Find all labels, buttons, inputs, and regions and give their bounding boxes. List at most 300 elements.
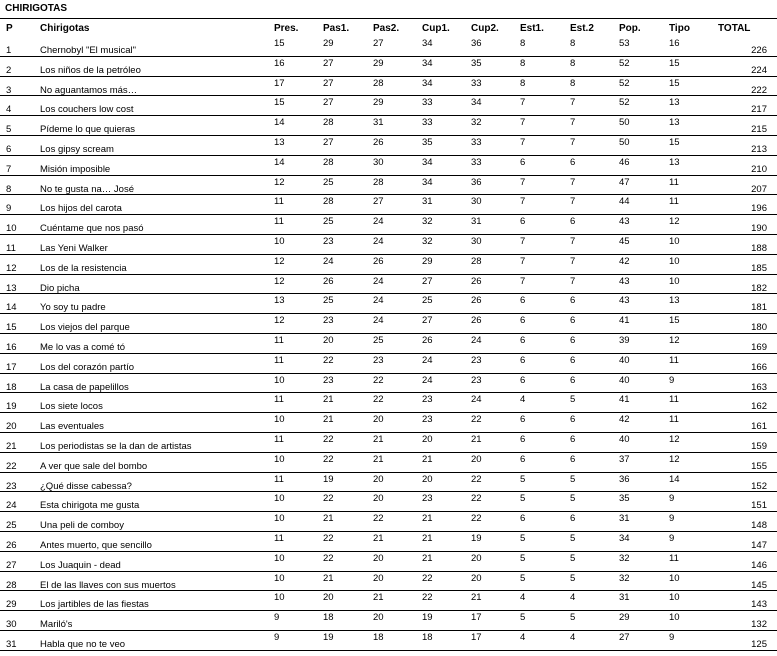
cell-est2: 8 — [570, 38, 576, 49]
cell-cup2: 24 — [471, 394, 482, 406]
cell-total: 181 — [751, 302, 767, 314]
cell-pas1: 28 — [323, 156, 334, 168]
cell-est2: 6 — [570, 414, 576, 426]
cell-total: 169 — [751, 342, 767, 353]
cell-pas1: 25 — [323, 216, 334, 228]
cell-chirigota: Los de la resistencia — [40, 262, 127, 274]
cell-pres: 12 — [274, 275, 285, 287]
cell-total: 145 — [751, 579, 767, 591]
cell-pas1: 28 — [323, 196, 334, 208]
cell-p: 6 — [6, 144, 12, 155]
cell-pop: 32 — [619, 572, 630, 584]
cell-est1: 7 — [520, 176, 526, 188]
cell-est2: 6 — [570, 513, 576, 525]
cell-pas2: 20 — [373, 493, 384, 505]
cell-est2: 6 — [570, 354, 576, 366]
cell-chirigota: La casa de papelillos — [40, 381, 129, 393]
cell-total: 185 — [751, 262, 767, 274]
page-title: CHIRIGOTAS — [5, 3, 68, 14]
cell-pop: 44 — [619, 196, 630, 208]
cell-cup2: 21 — [471, 434, 482, 445]
cell-pop: 40 — [619, 354, 630, 366]
table-row — [0, 333, 777, 354]
cell-tipo: 15 — [669, 315, 680, 327]
cell-chirigota: Pídeme lo que quieras — [40, 124, 136, 136]
cell-tipo: 12 — [669, 453, 680, 465]
cell-pas1: 27 — [323, 137, 334, 148]
cell-est1: 7 — [520, 97, 526, 109]
table-row — [0, 115, 777, 136]
cell-cup2: 20 — [471, 552, 482, 564]
cell-pas2: 22 — [373, 374, 384, 386]
cell-est2: 6 — [570, 156, 576, 168]
cell-est1: 7 — [520, 236, 526, 247]
cell-est2: 6 — [570, 453, 576, 465]
cell-pres: 10 — [274, 493, 285, 505]
cell-total: 163 — [751, 381, 767, 393]
cell-pas2: 21 — [373, 533, 384, 544]
cell-est1: 7 — [520, 137, 526, 148]
cell-p: 15 — [6, 322, 17, 334]
cell-pres: 13 — [274, 137, 285, 148]
table-row — [0, 630, 777, 651]
cell-pop: 43 — [619, 295, 630, 307]
cell-cup2: 26 — [471, 295, 482, 307]
cell-pop: 32 — [619, 552, 630, 564]
cell-pop: 40 — [619, 374, 630, 386]
cell-pas2: 31 — [373, 117, 384, 129]
cell-cup1: 32 — [422, 216, 433, 228]
header-pas1: Pas1. — [323, 23, 350, 34]
table-row — [0, 353, 777, 374]
cell-chirigota: Esta chirigota me gusta — [40, 500, 140, 512]
cell-pres: 15 — [274, 38, 285, 49]
cell-pop: 52 — [619, 77, 630, 89]
cell-tipo: 10 — [669, 236, 680, 247]
cell-chirigota: Una peli de comboy — [40, 520, 124, 532]
cell-pop: 52 — [619, 57, 630, 69]
cell-pop: 43 — [619, 216, 630, 228]
cell-pas1: 19 — [323, 632, 334, 643]
cell-chirigota: No aguantamos más… — [40, 84, 138, 96]
cell-p: 26 — [6, 540, 17, 551]
cell-total: 147 — [751, 540, 767, 551]
cell-est1: 5 — [520, 493, 526, 505]
cell-tipo: 15 — [669, 137, 680, 148]
cell-chirigota: El de las llaves con sus muertos — [40, 579, 176, 591]
cell-pas2: 28 — [373, 176, 384, 188]
cell-est2: 5 — [570, 612, 576, 624]
cell-est1: 6 — [520, 374, 526, 386]
cell-est1: 6 — [520, 295, 526, 307]
cell-total: 166 — [751, 361, 767, 373]
cell-est2: 7 — [570, 117, 576, 129]
cell-p: 22 — [6, 460, 17, 472]
cell-cup1: 25 — [422, 295, 433, 307]
cell-cup1: 27 — [422, 275, 433, 287]
cell-total: 215 — [751, 124, 767, 136]
cell-est2: 7 — [570, 275, 576, 287]
cell-cup1: 27 — [422, 315, 433, 327]
cell-p: 7 — [6, 163, 12, 175]
cell-pop: 47 — [619, 176, 630, 188]
cell-total: 151 — [751, 500, 767, 512]
cell-pas1: 24 — [323, 255, 334, 267]
cell-p: 28 — [6, 579, 17, 591]
cell-pres: 10 — [274, 552, 285, 564]
cell-pres: 10 — [274, 592, 285, 604]
cell-pas2: 24 — [373, 216, 384, 228]
cell-tipo: 16 — [669, 38, 680, 49]
cell-total: 143 — [751, 599, 767, 611]
cell-cup1: 29 — [422, 255, 433, 267]
cell-pop: 43 — [619, 275, 630, 287]
cell-chirigota: Me lo vas a comé tó — [40, 342, 126, 353]
cell-pres: 11 — [274, 434, 284, 445]
cell-pres: 12 — [274, 315, 285, 327]
cell-pas2: 20 — [373, 572, 384, 584]
cell-total: 132 — [751, 619, 767, 631]
cell-total: 217 — [751, 104, 767, 116]
cell-tipo: 11 — [669, 196, 679, 208]
cell-est2: 7 — [570, 255, 576, 267]
cell-p: 19 — [6, 401, 17, 413]
cell-cup2: 21 — [471, 592, 482, 604]
cell-pres: 10 — [274, 414, 285, 426]
cell-cup1: 26 — [422, 335, 433, 346]
cell-pas2: 29 — [373, 97, 384, 109]
cell-cup1: 21 — [422, 453, 433, 465]
cell-p: 11 — [6, 243, 16, 254]
cell-pres: 11 — [274, 533, 284, 544]
cell-cup1: 34 — [422, 176, 433, 188]
cell-pas1: 27 — [323, 97, 334, 109]
cell-pres: 9 — [274, 632, 280, 643]
cell-total: 152 — [751, 480, 767, 492]
table-row — [0, 194, 777, 215]
cell-est1: 7 — [520, 255, 526, 267]
cell-pres: 14 — [274, 156, 285, 168]
cell-tipo: 10 — [669, 592, 680, 604]
cell-cup1: 21 — [422, 513, 433, 525]
cell-cup2: 26 — [471, 275, 482, 287]
cell-tipo: 11 — [669, 354, 679, 366]
cell-est1: 8 — [520, 77, 526, 89]
cell-p: 20 — [6, 421, 17, 433]
cell-pas2: 20 — [373, 552, 384, 564]
cell-pas2: 18 — [373, 632, 384, 643]
table-row — [0, 511, 777, 532]
cell-pas1: 22 — [323, 453, 334, 465]
cell-pas2: 24 — [373, 275, 384, 287]
cell-est1: 7 — [520, 117, 526, 129]
table-row — [0, 412, 777, 433]
cell-pas2: 21 — [373, 453, 384, 465]
cell-pas2: 26 — [373, 255, 384, 267]
cell-p: 23 — [6, 480, 17, 492]
cell-est2: 6 — [570, 434, 576, 445]
table-header — [0, 23, 777, 37]
cell-cup2: 32 — [471, 117, 482, 129]
cell-p: 17 — [6, 361, 17, 373]
cell-p: 8 — [6, 183, 12, 195]
cell-est2: 5 — [570, 473, 576, 485]
cell-est2: 6 — [570, 335, 576, 346]
cell-total: 210 — [751, 163, 767, 175]
cell-pop: 35 — [619, 493, 630, 505]
cell-est1: 7 — [520, 196, 526, 208]
cell-total: 125 — [751, 639, 767, 650]
cell-tipo: 14 — [669, 473, 680, 485]
header-pres: Pres. — [274, 23, 299, 34]
cell-total: 146 — [751, 559, 767, 571]
table-row — [0, 452, 777, 473]
cell-p: 10 — [6, 223, 17, 235]
table-row — [0, 293, 777, 314]
cell-total: 180 — [751, 322, 767, 334]
cell-pas1: 21 — [323, 414, 334, 426]
header-p: P — [6, 23, 13, 34]
cell-p: 4 — [6, 104, 12, 116]
cell-pas1: 20 — [323, 592, 334, 604]
cell-chirigota: Antes muerto, que sencillo — [40, 540, 152, 551]
cell-chirigota: Los gipsy scream — [40, 144, 114, 155]
cell-pas1: 21 — [323, 394, 334, 406]
cell-pas2: 22 — [373, 513, 384, 525]
cell-cup2: 23 — [471, 354, 482, 366]
cell-cup2: 33 — [471, 156, 482, 168]
cell-cup2: 22 — [471, 493, 482, 505]
table-row — [0, 274, 777, 295]
cell-tipo: 12 — [669, 216, 680, 228]
cell-cup1: 21 — [422, 533, 433, 544]
cell-est2: 7 — [570, 196, 576, 208]
cell-cup2: 19 — [471, 533, 482, 544]
cell-pres: 17 — [274, 77, 285, 89]
cell-chirigota: Los jartibles de las fiestas — [40, 599, 149, 611]
cell-p: 18 — [6, 381, 17, 393]
cell-cup1: 31 — [422, 196, 433, 208]
cell-tipo: 13 — [669, 97, 680, 109]
cell-tipo: 11 — [669, 552, 679, 564]
cell-pop: 34 — [619, 533, 630, 544]
cell-cup2: 28 — [471, 255, 482, 267]
cell-pas2: 20 — [373, 612, 384, 624]
cell-pas1: 23 — [323, 236, 334, 247]
cell-est1: 4 — [520, 632, 526, 643]
cell-chirigota: Los del corazón partío — [40, 361, 135, 373]
cell-tipo: 13 — [669, 156, 680, 168]
cell-pres: 10 — [274, 453, 285, 465]
cell-cup1: 33 — [422, 117, 433, 129]
cell-pop: 31 — [619, 592, 630, 604]
cell-cup1: 23 — [422, 493, 433, 505]
cell-chirigota: Mariló's — [40, 619, 73, 631]
cell-chirigota: Las eventuales — [40, 421, 104, 433]
cell-pop: 31 — [619, 513, 630, 525]
cell-pop: 41 — [619, 315, 630, 327]
cell-cup2: 22 — [471, 414, 482, 426]
cell-est2: 6 — [570, 216, 576, 228]
cell-est1: 6 — [520, 156, 526, 168]
header-pas2: Pas2. — [373, 23, 400, 34]
cell-pas1: 29 — [323, 38, 334, 49]
header-chirigotas: Chirigotas — [40, 23, 90, 34]
cell-pas1: 23 — [323, 315, 334, 327]
cell-pas1: 21 — [323, 513, 334, 525]
cell-cup1: 20 — [422, 473, 433, 485]
cell-pas1: 22 — [323, 493, 334, 505]
cell-pas2: 28 — [373, 77, 384, 89]
cell-pas2: 27 — [373, 38, 384, 49]
cell-cup1: 19 — [422, 612, 433, 624]
cell-p: 31 — [6, 639, 17, 650]
cell-est1: 6 — [520, 434, 526, 445]
cell-est2: 7 — [570, 176, 576, 188]
cell-p: 1 — [6, 45, 12, 56]
cell-cup2: 36 — [471, 38, 482, 49]
cell-total: 182 — [751, 282, 767, 294]
cell-est1: 8 — [520, 57, 526, 69]
cell-total: 226 — [751, 45, 767, 56]
cell-tipo: 11 — [669, 394, 679, 406]
cell-chirigota: Misión imposible — [40, 163, 111, 175]
cell-pas1: 27 — [323, 77, 334, 89]
cell-est2: 6 — [570, 374, 576, 386]
cell-pres: 10 — [274, 374, 285, 386]
cell-cup1: 20 — [422, 434, 433, 445]
cell-est2: 5 — [570, 493, 576, 505]
cell-est2: 5 — [570, 394, 576, 406]
table-row — [0, 432, 777, 453]
cell-tipo: 9 — [669, 632, 675, 643]
cell-cup2: 30 — [471, 236, 482, 247]
cell-pas1: 27 — [323, 57, 334, 69]
cell-est2: 6 — [570, 315, 576, 327]
cell-pres: 11 — [274, 354, 284, 366]
cell-pas2: 22 — [373, 394, 384, 406]
cell-est2: 5 — [570, 572, 576, 584]
cell-cup2: 20 — [471, 572, 482, 584]
cell-pop: 40 — [619, 434, 630, 445]
cell-chirigota: Chernobyl "El musical" — [40, 45, 136, 56]
cell-cup2: 35 — [471, 57, 482, 69]
cell-pas1: 22 — [323, 533, 334, 544]
cell-tipo: 13 — [669, 295, 680, 307]
title-divider — [0, 18, 777, 19]
cell-pres: 11 — [274, 473, 284, 485]
cell-pres: 16 — [274, 57, 285, 69]
cell-est1: 4 — [520, 394, 526, 406]
cell-cup2: 33 — [471, 137, 482, 148]
cell-est2: 7 — [570, 236, 576, 247]
cell-pres: 12 — [274, 176, 285, 188]
table-row — [0, 175, 777, 196]
cell-cup1: 33 — [422, 97, 433, 109]
cell-chirigota: No te gusta na… José — [40, 183, 134, 195]
cell-chirigota: ¿Qué disse cabessa? — [40, 480, 132, 492]
cell-total: 213 — [751, 144, 767, 155]
cell-pres: 13 — [274, 295, 285, 307]
cell-cup1: 18 — [422, 632, 433, 643]
cell-cup1: 22 — [422, 592, 433, 604]
cell-cup2: 31 — [471, 216, 482, 228]
cell-pop: 42 — [619, 414, 630, 426]
header-cup2: Cup2. — [471, 23, 499, 34]
cell-cup1: 22 — [422, 572, 433, 584]
cell-chirigota: Las Yeni Walker — [40, 243, 108, 254]
cell-est1: 4 — [520, 592, 526, 604]
cell-pop: 50 — [619, 137, 630, 148]
cell-tipo: 10 — [669, 572, 680, 584]
cell-total: 207 — [751, 183, 767, 195]
cell-est1: 6 — [520, 354, 526, 366]
cell-cup2: 26 — [471, 315, 482, 327]
cell-chirigota: Los couchers low cost — [40, 104, 134, 116]
table-row — [0, 36, 777, 57]
table-row — [0, 531, 777, 552]
table-row — [0, 313, 777, 334]
cell-pas2: 30 — [373, 156, 384, 168]
cell-tipo: 15 — [669, 77, 680, 89]
cell-tipo: 9 — [669, 374, 675, 386]
cell-pop: 46 — [619, 156, 630, 168]
cell-cup1: 34 — [422, 156, 433, 168]
header-est1: Est1. — [520, 23, 544, 34]
cell-est2: 7 — [570, 137, 576, 148]
cell-pres: 10 — [274, 236, 285, 247]
cell-est1: 5 — [520, 473, 526, 485]
cell-est1: 5 — [520, 533, 526, 544]
table-row — [0, 472, 777, 493]
cell-pop: 52 — [619, 97, 630, 109]
cell-pres: 11 — [274, 216, 284, 228]
cell-p: 9 — [6, 203, 12, 215]
cell-cup2: 34 — [471, 97, 482, 109]
cell-total: 159 — [751, 441, 767, 452]
cell-chirigota: Los viejos del parque — [40, 322, 130, 334]
cell-pas2: 25 — [373, 335, 384, 346]
cell-est1: 6 — [520, 414, 526, 426]
table-row — [0, 214, 777, 235]
cell-cup2: 20 — [471, 453, 482, 465]
cell-tipo: 12 — [669, 335, 680, 346]
cell-p: 13 — [6, 282, 17, 294]
cell-pop: 50 — [619, 117, 630, 129]
table-row — [0, 590, 777, 611]
cell-est1: 6 — [520, 453, 526, 465]
cell-cup1: 24 — [422, 374, 433, 386]
cell-p: 5 — [6, 124, 12, 136]
cell-est1: 5 — [520, 612, 526, 624]
cell-pas1: 28 — [323, 117, 334, 129]
cell-pop: 53 — [619, 38, 630, 49]
cell-cup1: 34 — [422, 57, 433, 69]
cell-p: 24 — [6, 500, 17, 512]
cell-cup2: 22 — [471, 473, 482, 485]
cell-total: 224 — [751, 64, 767, 76]
cell-total: 155 — [751, 460, 767, 472]
header-cup1: Cup1. — [422, 23, 450, 34]
cell-pres: 11 — [274, 394, 284, 406]
cell-pres: 10 — [274, 513, 285, 525]
cell-est1: 6 — [520, 216, 526, 228]
cell-pas1: 22 — [323, 434, 334, 445]
cell-cup2: 24 — [471, 335, 482, 346]
cell-est1: 6 — [520, 315, 526, 327]
cell-pas2: 24 — [373, 295, 384, 307]
header-tipo: Tipo — [669, 23, 690, 34]
